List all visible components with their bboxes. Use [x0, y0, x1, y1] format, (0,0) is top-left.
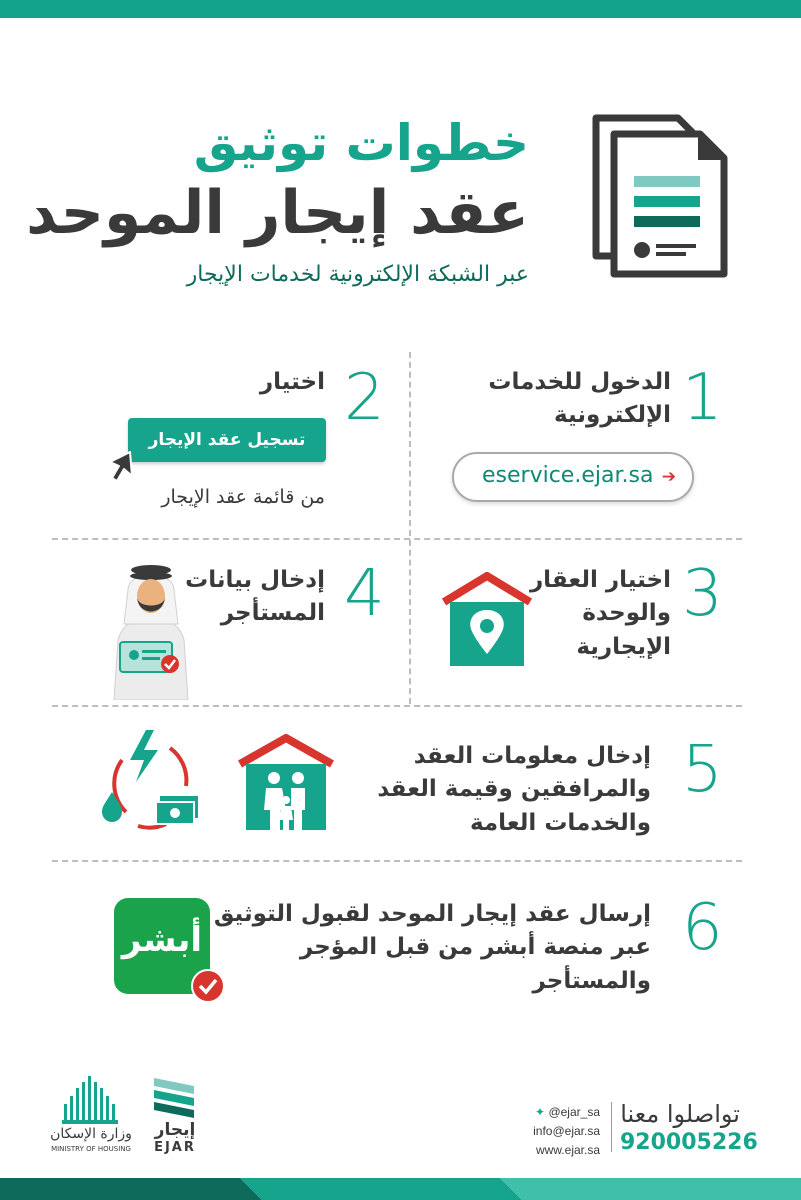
- top-bar: [0, 0, 801, 18]
- bottom-stripes: [0, 1178, 801, 1200]
- contact-list: [500, 1103, 600, 1161]
- step-4-text: [185, 564, 325, 631]
- step-2-number: 2: [344, 361, 385, 435]
- step-1-text: [488, 366, 671, 433]
- divider-vertical: [409, 352, 411, 704]
- step-6-line-1: إرسال عقد إيجار الموحد لقبول التوثيق: [213, 901, 651, 927]
- divider-row-2: [52, 705, 742, 707]
- cursor-icon: [106, 450, 140, 484]
- step-4-line-2: المستأجر: [220, 600, 325, 627]
- email-link[interactable]: info@ejar.sa: [533, 1124, 600, 1139]
- step-5-line-1: إدخال معلومات العقد: [413, 743, 651, 769]
- step-6-line-3: والمستأجر: [532, 967, 651, 994]
- website-link[interactable]: www.ejar.sa: [535, 1143, 600, 1158]
- divider-row-3: [52, 860, 742, 862]
- tenant-icon: [108, 560, 194, 700]
- step-6-text: [214, 898, 651, 998]
- ministry-logo-icon: [60, 1074, 122, 1126]
- divider-row-1: [52, 538, 742, 540]
- step-5-text: [377, 740, 651, 840]
- step-6-line-2: عبر منصة أبشر من قبل المؤجر: [299, 934, 651, 961]
- utilities-icon: [94, 726, 204, 836]
- step-3-line-3: الإيجارية: [576, 633, 671, 660]
- contact-phone[interactable]: 920005226: [620, 1130, 758, 1155]
- step-3-text: [530, 564, 671, 664]
- step-1-line-1: الدخول للخدمات: [488, 369, 671, 395]
- step-5-number: 5: [682, 733, 723, 807]
- step-2-line-1: اختيار: [259, 369, 325, 395]
- ministry-logo-ar: وزارة الإسكان: [50, 1126, 132, 1142]
- step-6-number: 6: [682, 891, 723, 965]
- register-contract-button[interactable]: تسجيل عقد الإيجار: [128, 418, 326, 462]
- check-icon: [190, 968, 226, 1004]
- url-text: eservice.ejar.sa: [482, 463, 654, 488]
- contact-block: [620, 1100, 758, 1155]
- twitter-handle: @ejar_sa: [548, 1105, 600, 1119]
- ejar-logo-ar: إيجار: [154, 1120, 196, 1140]
- ejar-logo-en: EJAR: [154, 1140, 196, 1155]
- twitter-row[interactable]: [500, 1103, 600, 1122]
- document-icon: [590, 110, 730, 282]
- step-5-line-2: والمرافقين وقيمة العقد: [377, 776, 651, 803]
- contact-title: تواصلوا معنا: [620, 1100, 740, 1128]
- ejar-logo-icon: [150, 1074, 198, 1118]
- step-5-line-3: والخدمات العامة: [469, 809, 651, 836]
- twitter-icon: ✦: [535, 1105, 546, 1119]
- family-home-icon: [236, 734, 336, 832]
- title-line-1: خطوات توثيق: [193, 114, 529, 172]
- step-2-text: [260, 366, 325, 399]
- step-3-line-1: اختيار العقار: [529, 567, 671, 593]
- step-1-line-2: الإلكترونية: [554, 402, 671, 429]
- step-4-line-1: إدخال بيانات: [185, 567, 325, 593]
- title-line-2: عقد إيجار الموحد: [26, 178, 529, 248]
- step-3-number: 3: [682, 557, 723, 631]
- step-1-number: 1: [682, 361, 723, 435]
- ministry-logo-en: MINISTRY OF HOUSING: [51, 1145, 131, 1153]
- subtitle: عبر الشبكة الإلكترونية لخدمات الإيجار: [186, 262, 529, 287]
- absher-app-label: أبشر: [121, 920, 203, 960]
- step-2-note: من قائمة عقد الإيجار: [161, 486, 325, 508]
- property-location-icon: [440, 572, 534, 668]
- step-4-number: 4: [344, 557, 385, 631]
- url-link[interactable]: [452, 452, 694, 502]
- step-3-line-2: والوحدة: [582, 600, 671, 627]
- footer-divider: [611, 1102, 612, 1152]
- arrow-right-icon: ➔: [661, 467, 676, 487]
